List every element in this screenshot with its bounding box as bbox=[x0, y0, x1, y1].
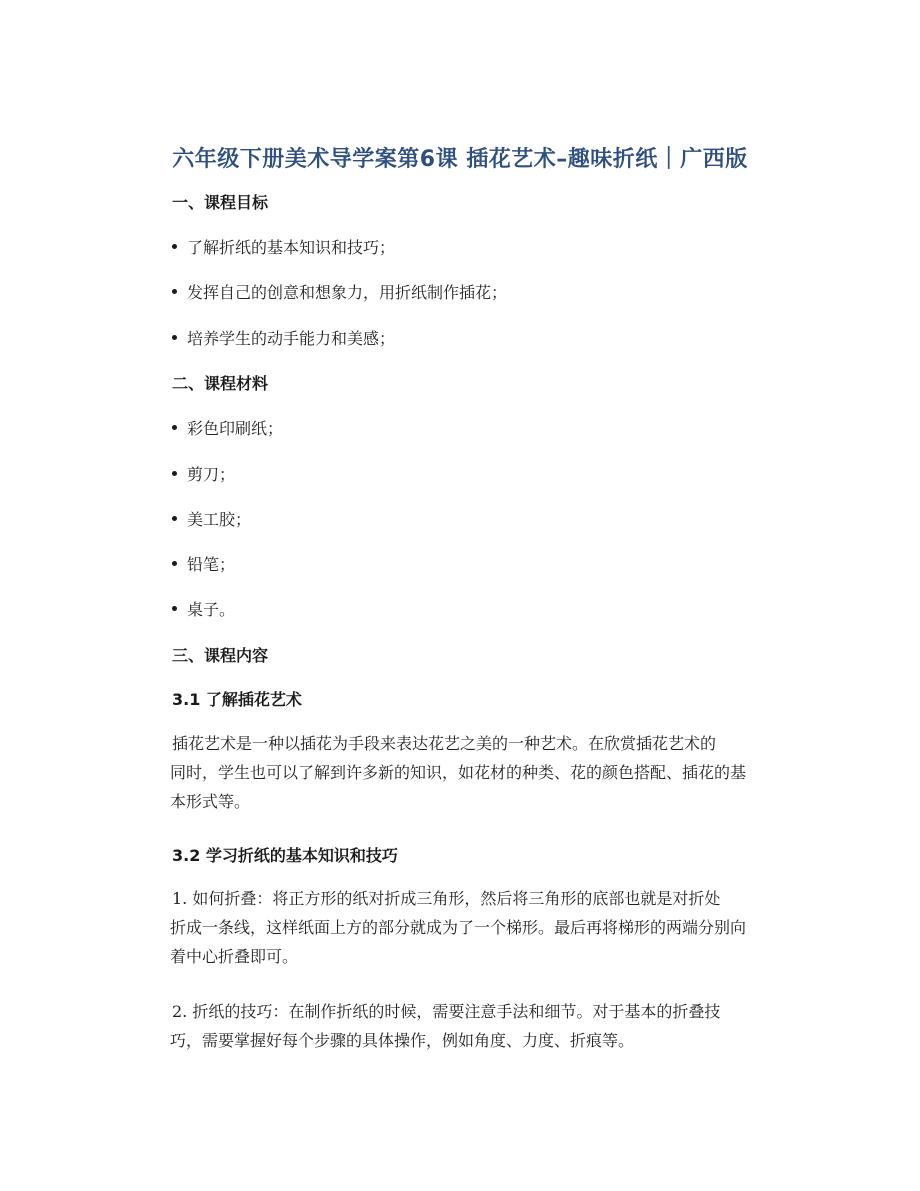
paragraph-line: 插花艺术是一种以插花为手段来表达花艺之美的一种艺术。在欣赏插花艺术的 bbox=[172, 734, 717, 753]
bullet-icon bbox=[172, 606, 177, 611]
list-item bbox=[172, 552, 235, 575]
list-item-text: 了解折纸的基本知识和技巧； bbox=[187, 238, 396, 257]
list-item-text: 彩色印刷纸； bbox=[187, 419, 284, 438]
bullet-icon bbox=[172, 335, 177, 340]
bullet-icon bbox=[172, 516, 177, 521]
list-item bbox=[172, 416, 283, 439]
bullet-icon bbox=[172, 471, 177, 476]
section-heading-materials: 二、课程材料 bbox=[172, 374, 269, 393]
bullet-icon bbox=[172, 244, 177, 249]
list-item bbox=[172, 326, 395, 349]
list-item bbox=[172, 280, 507, 303]
paragraph-3-2-techniques bbox=[172, 997, 787, 1055]
document-title: 六年级下册美术导学案第6课 插花艺术–趣味折纸｜广西版 bbox=[172, 147, 748, 172]
paragraph-line: 巧，需要掌握好每个步骤的具体操作，例如角度、力度、折痕等。 bbox=[170, 1031, 635, 1050]
bullet-icon bbox=[172, 289, 177, 294]
list-item-text: 发挥自己的创意和想象力，用折纸制作插花； bbox=[187, 283, 508, 302]
bullet-icon bbox=[172, 561, 177, 566]
subsection-heading-3-1: 3.1 了解插花艺术 bbox=[172, 690, 302, 709]
list-item-text: 培养学生的动手能力和美感； bbox=[187, 329, 396, 348]
paragraph-3-2-folding bbox=[172, 884, 787, 971]
paragraph-line: 折成一条线，这样纸面上方的部分就成为了一个梯形。最后再将梯形的两端分别向 bbox=[170, 918, 747, 937]
paragraph-line: 2. 折纸的技巧：在制作折纸的时候，需要注意手法和细节。对于基本的折叠技 bbox=[172, 1002, 721, 1021]
list-item bbox=[172, 507, 251, 530]
paragraph-line: 本形式等。 bbox=[170, 792, 251, 811]
list-item-text: 铅笔； bbox=[187, 555, 236, 574]
paragraph-line: 1. 如何折叠：将正方形的纸对折成三角形，然后将三角形的底部也就是对折处 bbox=[172, 889, 721, 908]
list-item-text: 剪刀； bbox=[187, 465, 236, 484]
paragraph-line: 着中心折叠即可。 bbox=[170, 947, 299, 966]
list-item bbox=[172, 462, 235, 485]
subsection-heading-3-2: 3.2 学习折纸的基本知识和技巧 bbox=[172, 846, 398, 865]
bullet-icon bbox=[172, 425, 177, 430]
section-heading-content: 三、课程内容 bbox=[172, 646, 269, 665]
section-heading-goals: 一、课程目标 bbox=[172, 193, 269, 212]
list-item-text: 桌子。 bbox=[187, 600, 236, 619]
paragraph-3-1 bbox=[172, 729, 787, 816]
list-item bbox=[172, 235, 395, 258]
list-item bbox=[172, 597, 235, 620]
list-item-text: 美工胶； bbox=[187, 510, 252, 529]
paragraph-line: 同时，学生也可以了解到许多新的知识，如花材的种类、花的颜色搭配、插花的基 bbox=[170, 763, 747, 782]
